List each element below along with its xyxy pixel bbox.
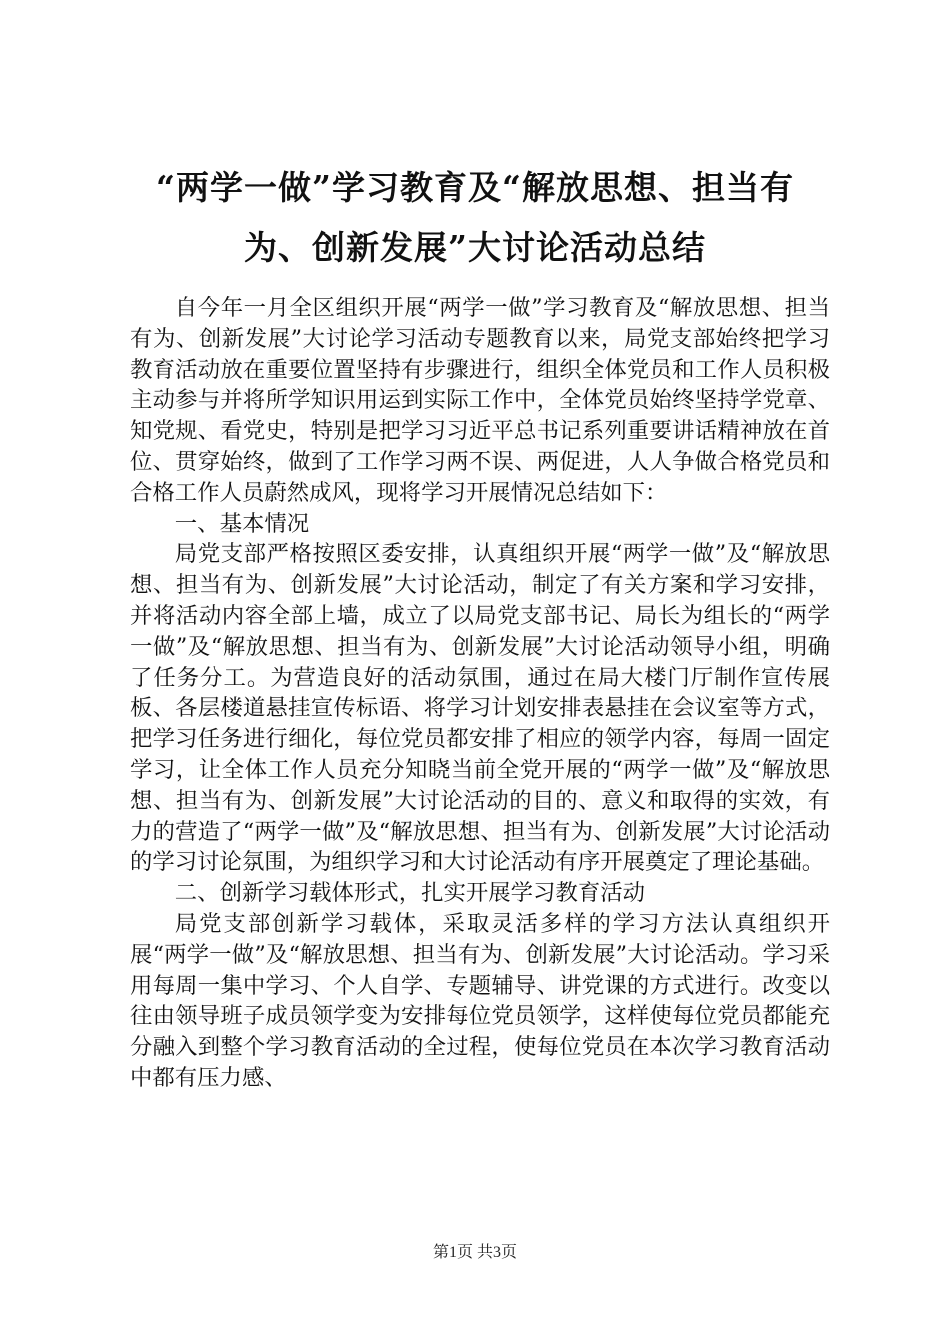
title-line-1: “两学一做”学习教育及“解放思想、担当有 bbox=[156, 168, 794, 207]
section-2-paragraph: 局党支部创新学习载体，采取灵活多样的学习方法认真组织开展“两学一做”及“解放思想、担当有为、创新发展”大讨论活动。学习采用每周一集中学习、个人自学、专题辅导、讲党课的方式进行。改变以往由领导班子成员领学变为安排每位党员领学，这样使每位党员都能充分融入到整个学习教育活动的全过程，使每位党员在本次学习教育活动中都有压力感、 bbox=[130, 910, 830, 1091]
document-body bbox=[130, 293, 830, 1094]
title-line-2: 为、创新发展”大讨论活动总结 bbox=[244, 228, 706, 267]
section-1-paragraph: 局党支部严格按照区委安排，认真组织开展“两学一做”及“解放思想、担当有为、创新发展”大讨论活动，制定了有关方案和学习安排，并将活动内容全部上墙，成立了以局党支部书记、局长为组长的“两学一做”及“解放思想、担当有为、创新发展”大讨论活动领导小组，明确了任务分工。为营造良好的活动氛围，通过在局大楼门厅制作宣传展板、各层楼道悬挂宣传标语、将学习计划安排表悬挂在会议室等方式，把学习任务进行细化，每位党员都安排了相应的领学内容，每周一固定学习，让全体工作人员充分知晓当前全党开展的“两学一做”及“解放思想、担当有为、创新发展”大讨论活动的目的、意义和取得的实效，有力的营造了“两学一做”及“解放思想、担当有为、创新发展”大讨论活动的学习讨论氛围，为组织学习和大讨论活动有序开展奠定了理论基础。 bbox=[130, 541, 830, 876]
intro-paragraph: 自今年一月全区组织开展“两学一做”学习教育及“解放思想、担当有为、创新发展”大讨论学习活动专题教育以来，局党支部始终把学习教育活动放在重要位置坚持有步骤进行，组织全体党员和工作人员积极主动参与并将所学知识用运到实际工作中，全体党员始终坚持学党章、知党规、看党史，特别是把学习习近平总书记系列重要讲话精神放在首位、贯穿始终，做到了工作学习两不误、两促进，人人争做合格党员和合格工作人员蔚然成风，现将学习开展情况总结如下： bbox=[130, 295, 830, 506]
document-title bbox=[110, 158, 840, 278]
section-heading-basic-situation: 一、基本情况 bbox=[174, 510, 310, 537]
section-heading-innovation: 二、创新学习载体形式，扎实开展学习教育活动 bbox=[174, 880, 645, 907]
page-number-footer: 第1页 共3页 bbox=[432, 1244, 517, 1261]
